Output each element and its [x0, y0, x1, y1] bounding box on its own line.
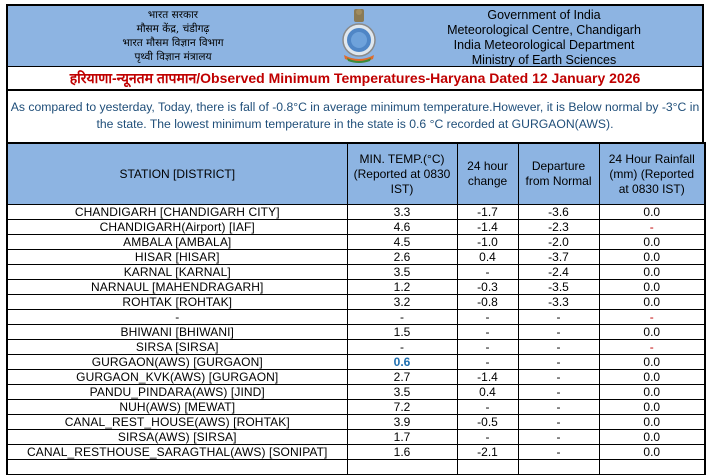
table-row	[7, 355, 705, 370]
change-cell: 0.4	[457, 385, 518, 400]
table-row	[7, 265, 705, 280]
rainfall-cell: 0.0	[599, 280, 705, 295]
rainfall-cell: 0.0	[599, 385, 705, 400]
column-header-label: 24 hour change	[467, 159, 508, 188]
table-row	[7, 205, 705, 220]
min-temp-cell: 1.2	[347, 280, 457, 295]
rainfall-cell: 0.0	[599, 430, 705, 445]
english-line: Ministry of Earth Sciences	[471, 53, 617, 67]
imd-emblem-icon	[339, 7, 379, 65]
column-header-departure	[518, 143, 599, 205]
change-cell: -	[457, 340, 518, 355]
departure-cell	[518, 460, 599, 475]
column-header-label: Departure from Normal	[525, 159, 592, 188]
table-row	[7, 445, 705, 460]
table-row	[7, 325, 705, 340]
table-row	[7, 250, 705, 265]
rainfall-cell: 0.0	[599, 370, 705, 385]
change-cell: -	[457, 265, 518, 280]
min-temp-cell: 1.6	[347, 445, 457, 460]
station-cell: CANAL_RESTHOUSE_SARAGTHAL(AWS) [SONIPAT]	[7, 445, 347, 460]
departure-cell: -	[518, 400, 599, 415]
change-cell: -	[457, 355, 518, 370]
english-line: India Meteorological Department	[453, 38, 635, 52]
station-cell: ROHTAK [ROHTAK]	[7, 295, 347, 310]
hindi-line: भारत सरकार	[147, 9, 199, 21]
departure-cell: -	[518, 385, 599, 400]
rainfall-cell: 0.0	[599, 205, 705, 220]
departure-cell: -	[518, 415, 599, 430]
min-temp-cell: 3.5	[347, 385, 457, 400]
table-row	[7, 220, 705, 235]
station-cell: CHANDIGARH [CHANDIGARH CITY]	[7, 205, 347, 220]
table-row	[7, 400, 705, 415]
departure-cell: -2.3	[518, 220, 599, 235]
rainfall-cell: 0.0	[599, 415, 705, 430]
departure-cell: -3.3	[518, 295, 599, 310]
min-temp-cell: 7.2	[347, 400, 457, 415]
report-sheet	[6, 4, 704, 475]
hindi-line: पृथ्वी विज्ञान मंत्रालय	[134, 51, 212, 63]
station-cell: GURGAON(AWS) [GURGAON]	[7, 355, 347, 370]
change-cell: -1.4	[457, 220, 518, 235]
departure-cell: -	[518, 430, 599, 445]
rainfall-cell: 0.0	[599, 445, 705, 460]
table-row	[7, 235, 705, 250]
min-temp-cell	[347, 460, 457, 475]
change-cell: -0.3	[457, 280, 518, 295]
min-temp-cell: 1.7	[347, 430, 457, 445]
change-cell: -1.4	[457, 370, 518, 385]
station-cell: HISAR [HISAR]	[7, 250, 347, 265]
station-cell: PANDU_PINDARA(AWS) [JIND]	[7, 385, 347, 400]
departure-cell: -2.0	[518, 235, 599, 250]
station-cell: -	[7, 310, 347, 325]
departure-cell: -	[518, 355, 599, 370]
station-cell: SIRSA [SIRSA]	[7, 340, 347, 355]
departure-cell: -	[518, 310, 599, 325]
column-header-min-temp	[347, 143, 457, 205]
column-header-24h-change	[457, 143, 518, 205]
table-row	[7, 430, 705, 445]
header-banner	[6, 4, 704, 67]
change-cell	[457, 460, 518, 475]
rainfall-cell: -	[599, 310, 705, 325]
departure-cell: -	[518, 340, 599, 355]
change-cell: -0.5	[457, 415, 518, 430]
station-cell: KARNAL [KARNAL]	[7, 265, 347, 280]
table-row	[7, 415, 705, 430]
change-cell: -	[457, 325, 518, 340]
departure-cell: -3.7	[518, 250, 599, 265]
change-cell: -2.1	[457, 445, 518, 460]
table-row	[7, 340, 705, 355]
table-row	[7, 280, 705, 295]
change-cell: -1.7	[457, 205, 518, 220]
hindi-org-block	[8, 8, 338, 64]
hindi-line: भारत मौसम विज्ञान विभाग	[122, 37, 224, 49]
rainfall-cell: 0.0	[599, 250, 705, 265]
station-cell: SIRSA(AWS) [SIRSA]	[7, 430, 347, 445]
table-body	[7, 205, 705, 475]
departure-cell: -	[518, 370, 599, 385]
rainfall-cell: 0.0	[599, 355, 705, 370]
column-header-label: STATION [DISTRICT]	[119, 166, 236, 181]
station-cell	[7, 460, 347, 475]
temperature-table	[6, 142, 706, 475]
change-cell: -0.8	[457, 295, 518, 310]
min-temp-cell: 0.6	[347, 355, 457, 370]
min-temp-cell: 1.5	[347, 325, 457, 340]
min-temp-cell: 4.6	[347, 220, 457, 235]
column-header-label: 24 Hour Rainfall (mm) (Reported at 0830 IST)	[608, 151, 695, 196]
change-cell: -1.0	[457, 235, 518, 250]
min-temp-cell: 3.9	[347, 415, 457, 430]
rainfall-cell: -	[599, 220, 705, 235]
summary-text: As compared to yesterday, Today, there is fall of -0.8°C in average minimum temperature.However, it is Below normal by -3°C in the state. The lowest minimum temperature in the state is 0.6 °C recorded at GURGAON(AWS).	[6, 91, 704, 142]
station-cell: BHIWANI [BHIWANI]	[7, 325, 347, 340]
change-cell: -	[457, 310, 518, 325]
change-cell: -	[457, 400, 518, 415]
min-temp-cell: -	[347, 340, 457, 355]
min-temp-cell: 4.5	[347, 235, 457, 250]
rainfall-cell: 0.0	[599, 325, 705, 340]
rainfall-cell	[599, 460, 705, 475]
rainfall-cell: -	[599, 340, 705, 355]
departure-cell: -	[518, 325, 599, 340]
english-org-block	[394, 8, 694, 68]
min-temp-cell: 2.7	[347, 370, 457, 385]
column-header-rainfall	[599, 143, 705, 205]
station-cell: NUH(AWS) [MEWAT]	[7, 400, 347, 415]
hindi-line: मौसम केंद्र, चंडीगढ़	[136, 23, 210, 35]
station-cell: AMBALA [AMBALA]	[7, 235, 347, 250]
table-row	[7, 385, 705, 400]
station-cell: CHANDIGARH(Airport) [IAF]	[7, 220, 347, 235]
departure-cell: -	[518, 445, 599, 460]
station-cell: CANAL_REST_HOUSE(AWS) [ROHTAK]	[7, 415, 347, 430]
rainfall-cell: 0.0	[599, 265, 705, 280]
station-cell: NARNAUL [MAHENDRAGARH]	[7, 280, 347, 295]
table-row	[7, 460, 705, 475]
rainfall-cell: 0.0	[599, 235, 705, 250]
change-cell: -	[457, 430, 518, 445]
table-row	[7, 310, 705, 325]
table-header-row	[7, 143, 705, 205]
departure-cell: -2.4	[518, 265, 599, 280]
column-header-station	[7, 143, 347, 205]
english-line: Government of India	[487, 8, 601, 22]
table-row	[7, 370, 705, 385]
min-temp-cell: 2.6	[347, 250, 457, 265]
column-header-label: MIN. TEMP.(°C) (Reported at 0830 IST)	[353, 151, 451, 196]
min-temp-cell: 3.5	[347, 265, 457, 280]
english-line: Meteorological Centre, Chandigarh	[447, 23, 641, 37]
table-row	[7, 295, 705, 310]
min-temp-cell: 3.2	[347, 295, 457, 310]
rainfall-cell: 0.0	[599, 400, 705, 415]
min-temp-cell: -	[347, 310, 457, 325]
departure-cell: -3.6	[518, 205, 599, 220]
departure-cell: -3.5	[518, 280, 599, 295]
min-temp-cell: 3.3	[347, 205, 457, 220]
report-title: हरियाणा-न्यूनतम तापमान/Observed Minimum Temperatures-Haryana Dated 12 January 2026	[6, 67, 704, 91]
rainfall-cell: 0.0	[599, 295, 705, 310]
change-cell: 0.4	[457, 250, 518, 265]
station-cell: GURGAON_KVK(AWS) [GURGAON]	[7, 370, 347, 385]
